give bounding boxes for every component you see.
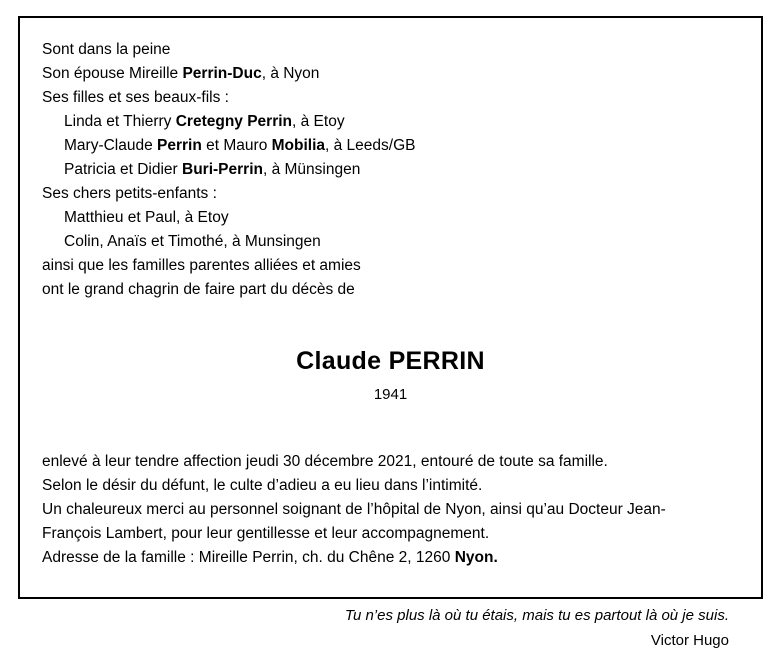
intro-line [42,38,739,62]
death-notice-card [18,16,763,649]
body-line [42,546,739,570]
plain-text: Adresse de la famille : Mireille Perrin, ch. du Chêne 2, 1260 [42,549,455,566]
deceased-name: Claude PERRIN [296,347,485,375]
intro-line [42,254,739,278]
intro-line [42,134,739,158]
plain-text: Matthieu et Paul, à Etoy [64,209,229,226]
quote-text: Tu n’es plus là où tu étais, mais tu es partout là où je suis. [344,607,729,624]
plain-text: Selon le désir du défunt, le culte d’adieu a eu lieu dans l’intimité. [42,477,483,494]
body-line [42,474,739,498]
body-line [42,522,739,546]
intro-line [42,206,739,230]
plain-text: Ses filles et ses beaux-fils : [42,89,229,106]
plain-text: , à Münsingen [262,161,361,178]
intro-line [42,278,739,302]
emphasized-text: Mobilia [271,137,326,154]
plain-text: Mary-Claude [64,137,158,154]
plain-text: Ses chers petits-enfants : [42,185,217,202]
plain-text: , à Etoy [292,113,345,130]
plain-text: Son épouse Mireille [42,65,183,82]
plain-text: Colin, Anaïs et Timothé, à Munsingen [64,233,321,250]
emphasized-text: Perrin-Duc [182,65,262,82]
body-line [42,450,739,474]
emphasized-text: Cretegny Perrin [175,113,293,130]
emphasized-text: Perrin [157,137,202,154]
plain-text: enlevé à leur tendre affection jeudi 30 décembre 2021, entouré de toute sa famille. [42,453,608,470]
plain-text: Linda et Thierry [64,113,176,130]
intro-line [42,110,739,134]
plain-text: ont le grand chagrin de faire part du décès de [42,281,355,298]
intro-paragraph [42,38,739,302]
quote-author: Victor Hugo [650,632,729,649]
intro-line [42,182,739,206]
body-paragraph [42,450,739,570]
emphasized-text: Buri-Perrin [182,161,263,178]
plain-text: Un chaleureux merci au personnel soignant de l’hôpital de Nyon, ainsi qu’au Docteur Jean- [42,501,666,518]
intro-line [42,86,739,110]
body-line [42,498,739,522]
plain-text: ainsi que les familles parentes alliées et amies [42,257,361,274]
plain-text: François Lambert, pour leur gentillesse et leur accompagnement. [42,525,490,542]
plain-text: , à Leeds/GB [325,137,416,154]
intro-line [42,230,739,254]
deceased-block [42,346,739,408]
deceased-birth-year: 1941 [373,386,408,403]
plain-text: Patricia et Didier [64,161,183,178]
intro-line [42,158,739,182]
plain-text: Sont dans la peine [42,41,171,58]
intro-line [42,62,739,86]
quote-block [42,604,739,654]
plain-text: , à Nyon [261,65,320,82]
emphasized-text: Nyon. [454,549,498,566]
plain-text: et Mauro [201,137,272,154]
notice-content [20,18,761,649]
